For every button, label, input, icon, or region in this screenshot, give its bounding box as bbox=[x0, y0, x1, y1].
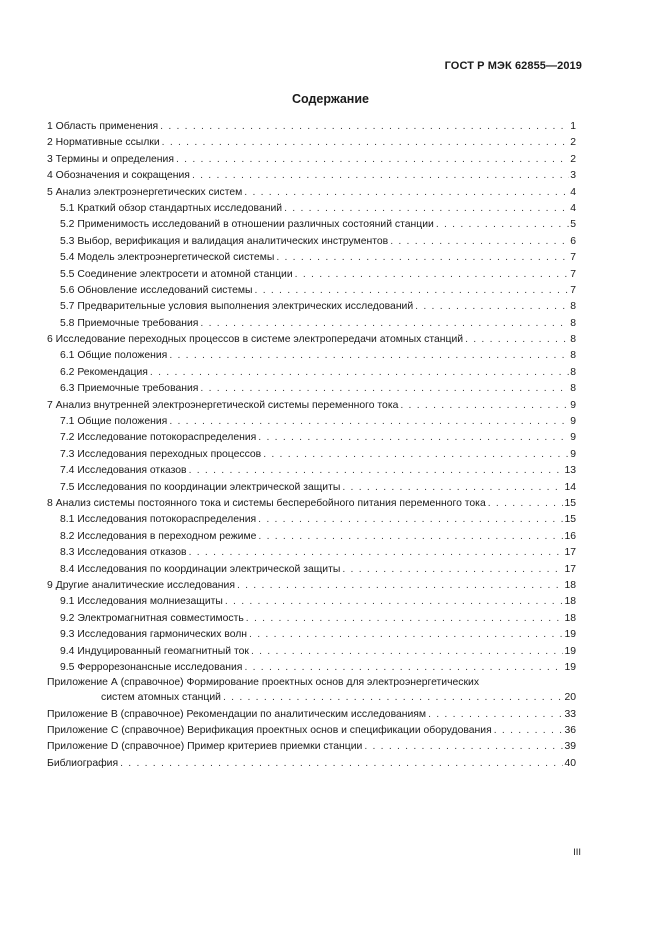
toc-entry-page: 2 bbox=[570, 137, 576, 149]
toc-entry-page: 16 bbox=[564, 530, 576, 542]
toc-leader-dots bbox=[465, 332, 569, 348]
toc-entry-page: 9 bbox=[570, 416, 576, 428]
toc-entry-title: 7.2 Исследование потокораспределения bbox=[60, 432, 257, 444]
toc-leader-dots bbox=[244, 185, 569, 201]
toc-leader-dots bbox=[237, 578, 563, 594]
toc-entry-title: 5.1 Краткий обзор стандартных исследований bbox=[60, 202, 283, 214]
toc-leader-dots bbox=[415, 299, 569, 315]
toc-entry-title: 5.2 Применимость исследований в отношении различных состояний станции bbox=[60, 219, 434, 231]
toc-entry-page: 13 bbox=[564, 465, 576, 477]
toc-leader-dots bbox=[263, 447, 569, 463]
toc-entry-title: 9.3 Исследования гармонических волн bbox=[60, 629, 248, 641]
toc-entry-page: 18 bbox=[564, 579, 576, 591]
toc-leader-dots bbox=[258, 430, 569, 446]
toc-entry[interactable] bbox=[47, 316, 576, 332]
toc-entry[interactable] bbox=[47, 496, 576, 512]
toc-entry-title: 8 Анализ системы постоянного тока и системы бесперебойного питания переменного тока bbox=[47, 497, 486, 509]
toc-entry[interactable] bbox=[47, 578, 576, 594]
toc-entry-title: 9.5 Феррорезонансные исследования bbox=[60, 661, 243, 673]
toc-leader-dots bbox=[189, 463, 564, 479]
toc-entry-title: 5.3 Выбор, верификация и валидация аналитических инструментов bbox=[60, 235, 389, 247]
toc-leader-dots bbox=[249, 627, 563, 643]
toc-entry-page: 33 bbox=[564, 708, 576, 720]
toc-leader-dots bbox=[258, 529, 563, 545]
toc-entry-title: 7 Анализ внутренней электроэнергетической системы переменного тока bbox=[47, 399, 399, 411]
toc-entry[interactable] bbox=[47, 545, 576, 561]
toc-entry-page: 18 bbox=[564, 596, 576, 608]
toc-entry[interactable] bbox=[47, 234, 576, 250]
toc-entry-page: 19 bbox=[564, 661, 576, 673]
toc-entry[interactable] bbox=[47, 168, 576, 184]
toc-entry-title: 5.5 Соединение электросети и атомной станции bbox=[60, 268, 293, 280]
toc-entry[interactable] bbox=[47, 480, 576, 496]
toc-entry[interactable] bbox=[47, 185, 576, 201]
toc-leader-dots bbox=[192, 168, 569, 184]
toc-entry-page: 2 bbox=[570, 153, 576, 165]
toc-entry-page: 8 bbox=[570, 350, 576, 362]
toc-entry-title: 5 Анализ электроэнергетических систем bbox=[47, 186, 243, 198]
toc-leader-dots bbox=[400, 398, 569, 414]
toc-title: Содержание bbox=[291, 92, 369, 106]
toc-leader-dots bbox=[120, 756, 563, 772]
toc-entry[interactable] bbox=[47, 627, 576, 643]
toc-main-list bbox=[47, 119, 576, 676]
toc-entry-page: 8 bbox=[570, 334, 576, 346]
toc-entry-title: 7.3 Исследования переходных процессов bbox=[60, 448, 262, 460]
toc-entry-title: 2 Нормативные ссылки bbox=[47, 137, 160, 149]
toc-entry-title: 7.1 Общие положения bbox=[60, 416, 168, 428]
toc-entry[interactable] bbox=[47, 644, 576, 660]
toc-entry[interactable] bbox=[47, 529, 576, 545]
table-of-contents bbox=[47, 119, 576, 772]
toc-entry[interactable] bbox=[47, 562, 576, 578]
toc-entry[interactable] bbox=[47, 267, 576, 283]
toc-entry-title: Приложение С (справочное) Верификация проектных основ и спецификации оборудования bbox=[47, 725, 492, 737]
toc-entry-title: 8.2 Исследования в переходном режиме bbox=[60, 530, 257, 542]
toc-entry-title: 6.3 Приемочные требования bbox=[60, 383, 199, 395]
toc-entry-title: 8.4 Исследования по координации электрической защиты bbox=[60, 563, 341, 575]
toc-entry-page: 15 bbox=[564, 514, 576, 526]
toc-entry[interactable] bbox=[47, 660, 576, 676]
toc-entry-title: 9.1 Исследования молниезащиты bbox=[60, 596, 223, 608]
toc-entry-page: 36 bbox=[564, 725, 576, 737]
toc-entry-title-continued: систем атомных станций bbox=[101, 692, 221, 704]
toc-entry[interactable] bbox=[47, 332, 576, 348]
toc-entry-page: 40 bbox=[564, 757, 576, 769]
toc-leader-dots bbox=[176, 152, 569, 168]
toc-entry-annex-a[interactable] bbox=[47, 676, 576, 706]
toc-entry-page: 20 bbox=[564, 692, 576, 704]
toc-entry-title: 3 Термины и определения bbox=[47, 153, 174, 165]
toc-leader-dots bbox=[436, 217, 569, 233]
toc-entry-title: 5.6 Обновление исследований системы bbox=[60, 284, 253, 296]
toc-leader-dots bbox=[342, 480, 563, 496]
toc-leader-dots bbox=[244, 660, 563, 676]
toc-entry-page: 8 bbox=[570, 383, 576, 395]
toc-entry[interactable] bbox=[47, 283, 576, 299]
toc-entry-page: 8 bbox=[570, 366, 576, 378]
toc-entry[interactable] bbox=[47, 299, 576, 315]
toc-entry-annex-d[interactable] bbox=[47, 739, 576, 755]
document-code: ГОСТ Р МЭК 62855—2019 bbox=[444, 60, 582, 72]
toc-entry-page: 7 bbox=[570, 284, 576, 296]
toc-entry-title: 8.1 Исследования потокораспределения bbox=[60, 514, 257, 526]
toc-entry-annex-c[interactable] bbox=[47, 723, 576, 739]
toc-entry-title: 5.4 Модель электроэнергетической системы bbox=[60, 252, 275, 264]
toc-entry-page: 7 bbox=[570, 252, 576, 264]
toc-entry-annex-b[interactable] bbox=[47, 707, 576, 723]
toc-entry-title: 6.1 Общие положения bbox=[60, 350, 168, 362]
toc-entry-title: 6 Исследование переходных процессов в системе электропередачи атомных станций bbox=[47, 334, 464, 346]
toc-entry-page: 5 bbox=[570, 219, 576, 231]
toc-entry[interactable] bbox=[47, 381, 576, 397]
toc-entry-title: 6.2 Рекомендация bbox=[60, 366, 148, 378]
toc-leader-dots bbox=[494, 723, 564, 739]
toc-entry[interactable] bbox=[47, 365, 576, 381]
toc-entry[interactable] bbox=[47, 611, 576, 627]
toc-leader-dots bbox=[284, 201, 569, 217]
toc-entry[interactable] bbox=[47, 348, 576, 364]
toc-leader-dots bbox=[276, 250, 569, 266]
toc-entry-title: 7.4 Исследования отказов bbox=[60, 465, 187, 477]
toc-entry-page: 4 bbox=[570, 186, 576, 198]
toc-entry-title: 5.7 Предварительные условия выполнения электрических исследований bbox=[60, 301, 414, 313]
toc-leader-dots bbox=[488, 496, 564, 512]
toc-leader-dots bbox=[255, 283, 570, 299]
toc-entry[interactable] bbox=[47, 398, 576, 414]
page-number: III bbox=[573, 847, 581, 858]
toc-entry-title: Приложение D (справочное) Пример критериев приемки станции bbox=[47, 741, 363, 753]
toc-entry-title: 8.3 Исследования отказов bbox=[60, 547, 187, 559]
toc-entry[interactable] bbox=[47, 217, 576, 233]
toc-entry-page: 3 bbox=[570, 170, 576, 182]
toc-entry-page: 7 bbox=[570, 268, 576, 280]
toc-leader-dots bbox=[169, 348, 569, 364]
toc-entry[interactable] bbox=[47, 512, 576, 528]
toc-entry-title: 4 Обозначения и сокращения bbox=[47, 170, 190, 182]
toc-leader-dots bbox=[295, 267, 570, 283]
toc-entry-bibliography[interactable] bbox=[47, 756, 576, 772]
toc-entry[interactable] bbox=[47, 201, 576, 217]
toc-entry[interactable] bbox=[47, 152, 576, 168]
toc-entry-page: 39 bbox=[564, 741, 576, 753]
toc-entry-page: 9 bbox=[570, 399, 576, 411]
toc-leader-dots bbox=[258, 512, 563, 528]
toc-entry-title: 9.2 Электромагнитная совместимость bbox=[60, 612, 244, 624]
toc-entry-title: 5.8 Приемочные требования bbox=[60, 317, 199, 329]
toc-entry[interactable] bbox=[47, 430, 576, 446]
toc-entry[interactable] bbox=[47, 414, 576, 430]
toc-entry-page: 9 bbox=[570, 448, 576, 460]
toc-leader-dots bbox=[150, 365, 569, 381]
toc-entry-page: 6 bbox=[570, 235, 576, 247]
toc-leader-dots bbox=[162, 135, 570, 151]
toc-entry-page: 18 bbox=[564, 612, 576, 624]
toc-entry[interactable] bbox=[47, 463, 576, 479]
toc-entry-title: Приложение В (справочное) Рекомендации по аналитическим исследованиям bbox=[47, 708, 427, 720]
toc-leader-dots bbox=[342, 562, 563, 578]
toc-entry[interactable] bbox=[47, 250, 576, 266]
toc-entry-page: 17 bbox=[564, 563, 576, 575]
toc-leader-dots bbox=[200, 316, 569, 332]
toc-entry[interactable] bbox=[47, 447, 576, 463]
toc-leader-dots bbox=[200, 381, 569, 397]
toc-leader-dots bbox=[251, 644, 564, 660]
toc-entry-page: 4 bbox=[570, 202, 576, 214]
toc-entry-page: 8 bbox=[570, 301, 576, 313]
toc-entry[interactable] bbox=[47, 119, 576, 135]
toc-leader-dots bbox=[169, 414, 569, 430]
toc-entry-page: 17 bbox=[564, 547, 576, 559]
toc-entry-page: 1 bbox=[570, 121, 576, 132]
toc-entry-title: 1 Область применения bbox=[47, 121, 159, 132]
toc-leader-dots bbox=[189, 545, 564, 561]
toc-leader-dots bbox=[160, 119, 569, 135]
toc-entry-page: 14 bbox=[564, 481, 576, 493]
toc-entry-page: 19 bbox=[564, 645, 576, 657]
toc-entry[interactable] bbox=[47, 594, 576, 610]
toc-leader-dots bbox=[246, 611, 564, 627]
toc-entry-title: 9 Другие аналитические исследования bbox=[47, 579, 235, 591]
toc-entry-page: 15 bbox=[564, 497, 576, 509]
toc-leader-dots bbox=[223, 690, 563, 706]
toc-entry-page: 19 bbox=[564, 629, 576, 641]
toc-leader-dots bbox=[225, 594, 564, 610]
toc-entry-title: 9.4 Индуцированный геомагнитный ток bbox=[60, 645, 249, 657]
toc-entry[interactable] bbox=[47, 135, 576, 151]
toc-leader-dots bbox=[390, 234, 569, 250]
toc-entry-title: 7.5 Исследования по координации электрической защиты bbox=[60, 481, 341, 493]
toc-entry-title: Библиография bbox=[47, 757, 119, 769]
toc-entry-title: Приложение А (справочное) Формирование проектных основ для электроэнергетических bbox=[47, 677, 480, 689]
toc-entry-page: 9 bbox=[570, 432, 576, 444]
toc-entry-page: 8 bbox=[570, 317, 576, 329]
toc-leader-dots bbox=[428, 707, 563, 723]
toc-leader-dots bbox=[364, 739, 563, 755]
